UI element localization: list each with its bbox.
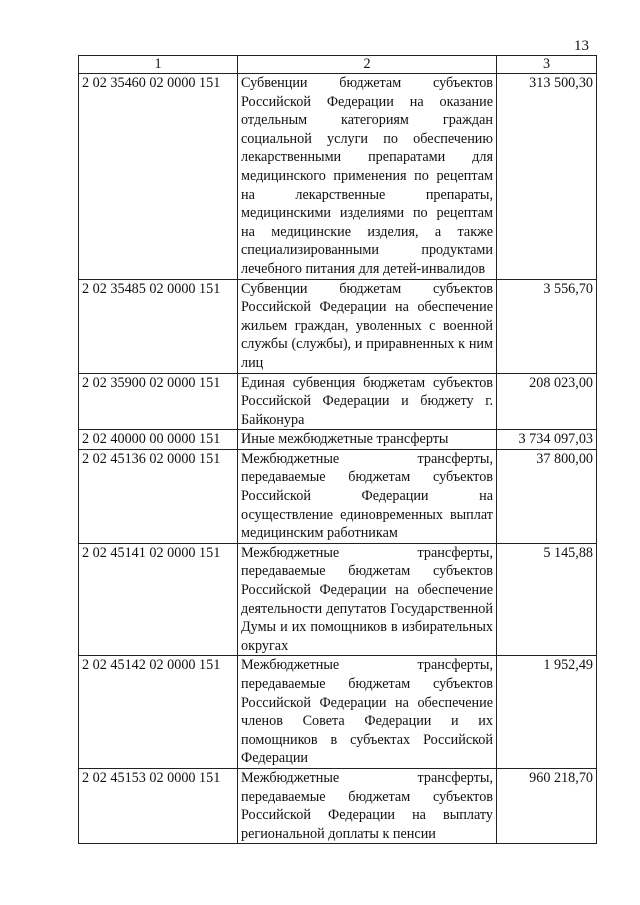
table-row	[79, 279, 597, 373]
budget-code: 2 02 45136 02 0000 151	[79, 449, 238, 543]
budget-table	[78, 55, 597, 844]
table-row	[79, 656, 597, 769]
row-description: Межбюджетные трансферты, передаваемые бюджетам субъектов Российской Федерации на осуществление единовременных выплат медицинским работникам	[238, 449, 497, 543]
row-amount: 37 800,00	[497, 449, 597, 543]
row-amount: 5 145,88	[497, 543, 597, 656]
row-description: Субвенции бюджетам субъектов Российской Федерации на оказание отдельным категориям граждан социальной услуги по обеспечению лекарственными препаратами для медицинского применения по рецептам на лекарственные препараты, медицинскими изделиями по рецептам на медицинские изделия, а также специализированными продуктами лечебного питания для детей-инвалидов	[238, 74, 497, 280]
budget-code: 2 02 35900 02 0000 151	[79, 373, 238, 430]
row-description: Межбюджетные трансферты, передаваемые бюджетам субъектов Российской Федерации на обеспечение членов Совета Федерации и их помощников в субъектах Российской Федерации	[238, 656, 497, 769]
budget-code: 2 02 35485 02 0000 151	[79, 279, 238, 373]
column-header: 1	[79, 56, 238, 74]
table-row	[79, 449, 597, 543]
row-amount: 3 556,70	[497, 279, 597, 373]
table-row	[79, 74, 597, 280]
budget-code: 2 02 35460 02 0000 151	[79, 74, 238, 280]
table-row	[79, 430, 597, 450]
row-amount: 1 952,49	[497, 656, 597, 769]
column-header: 3	[497, 56, 597, 74]
budget-code: 2 02 45153 02 0000 151	[79, 768, 238, 843]
row-description: Субвенции бюджетам субъектов Российской Федерации на обеспечение жильем граждан, уволенных с военной службы (службы), и приравненных к ним лиц	[238, 279, 497, 373]
row-description: Иные межбюджетные трансферты	[238, 430, 497, 450]
page-number: 13	[574, 38, 589, 54]
table-row	[79, 768, 597, 843]
row-description: Межбюджетные трансферты, передаваемые бюджетам субъектов Российской Федерации на выплату региональной доплаты к пенсии	[238, 768, 497, 843]
table-row	[79, 543, 597, 656]
row-amount: 208 023,00	[497, 373, 597, 430]
row-description: Единая субвенция бюджетам субъектов Российской Федерации и бюджету г. Байконура	[238, 373, 497, 430]
header-row	[79, 56, 597, 74]
budget-code: 2 02 45141 02 0000 151	[79, 543, 238, 656]
row-description: Межбюджетные трансферты, передаваемые бюджетам субъектов Российской Федерации на обеспечение деятельности депутатов Государственной Думы и их помощников в избирательных округах	[238, 543, 497, 656]
budget-code: 2 02 40000 00 0000 151	[79, 430, 238, 450]
row-amount: 313 500,30	[497, 74, 597, 280]
column-header: 2	[238, 56, 497, 74]
row-amount: 960 218,70	[497, 768, 597, 843]
row-amount: 3 734 097,03	[497, 430, 597, 450]
table-row	[79, 373, 597, 430]
budget-code: 2 02 45142 02 0000 151	[79, 656, 238, 769]
